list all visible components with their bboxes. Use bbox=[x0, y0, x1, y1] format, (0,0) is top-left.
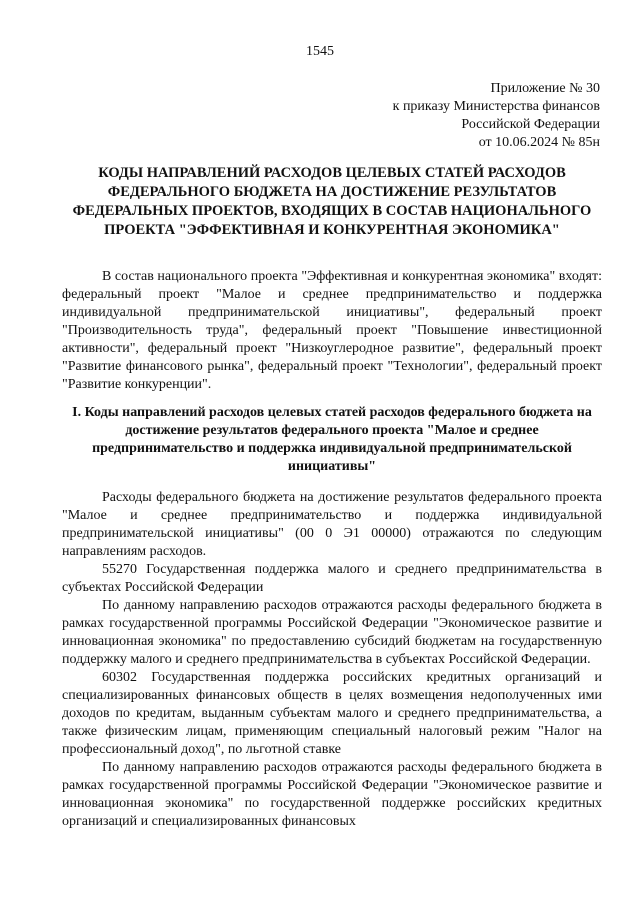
appendix-line: Российской Федерации bbox=[461, 117, 600, 132]
paragraph: 60302 Государственная поддержка российских кредитных организаций и специализированных финансовых обществ в целях возмещения недополученных ими доходов по кредитам, выданным субъектам малого и среднего предпринимательства, а также физическим лицам, применяющим специальный налоговый режим "Налог на профессиональный доход", по льготной ставке bbox=[62, 670, 602, 757]
paragraph: По данному направлению расходов отражаются расходы федерального бюджета в рамках государственной программы Российской Федерации "Экономическое развитие и инновационная экономика" по предоставлению субсидий бюджетам на государственную поддержку малого и среднего предпринимательства в субъектах Российской Федерации. bbox=[62, 598, 602, 667]
section-body bbox=[62, 489, 602, 831]
section-title: I. Коды направлений расходов целевых статей расходов федерального бюджета на достижение результатов федерального проекта "Малое и среднее предпринимательство и поддержка индивидуальной предпринимательской инициативы" bbox=[72, 405, 592, 474]
intro-paragraph: В состав национального проекта "Эффективная и конкурентная экономика" входят: федеральный проект "Малое и среднее предпринимательство и поддержка индивидуальной предпринимательской инициативы", федеральный проект "Производительность труда", федеральный проект "Повышение инвестиционной активности", федеральный проект "Низкоуглеродное развитие", федеральный проект "Развитие финансового рынка", федеральный проект "Технологии", федеральный проект "Развитие конкуренции". bbox=[62, 269, 602, 392]
paragraph: Расходы федерального бюджета на достижение результатов федерального проекта "Малое и среднее предпринимательство и поддержка индивидуальной предпринимательской инициативы" (00 0 Э1 00000) отражаются по следующим направлениям расходов. bbox=[62, 490, 602, 559]
page-number: 1545 bbox=[306, 44, 334, 59]
document-title: КОДЫ НАПРАВЛЕНИЙ РАСХОДОВ ЦЕЛЕВЫХ СТАТЕЙ РАСХОДОВ ФЕДЕРАЛЬНОГО БЮДЖЕТА НА ДОСТИЖЕНИЕ РЕЗУЛЬТАТОВ ФЕДЕРАЛЬНЫХ ПРОЕКТОВ, ВХОДЯЩИХ В СОСТАВ НАЦИОНАЛЬНОГО ПРОЕКТА "ЭФФЕКТИВНАЯ И КОНКУРЕНТНАЯ ЭКОНОМИКА" bbox=[72, 165, 592, 238]
intro-block bbox=[62, 268, 602, 394]
paragraph: 55270 Государственная поддержка малого и среднего предпринимательства в субъектах Российской Федерации bbox=[62, 562, 602, 595]
appendix-line: к приказу Министерства финансов bbox=[392, 99, 600, 114]
appendix-reference bbox=[393, 80, 600, 152]
appendix-line: Приложение № 30 bbox=[490, 81, 600, 96]
paragraph: По данному направлению расходов отражаются расходы федерального бюджета в рамках государственной программы Российской Федерации "Экономическое развитие и инновационная экономика" по государственной поддержке российских кредитных организаций и специализированных финансовых bbox=[62, 760, 602, 829]
appendix-line: от 10.06.2024 № 85н bbox=[478, 135, 600, 150]
